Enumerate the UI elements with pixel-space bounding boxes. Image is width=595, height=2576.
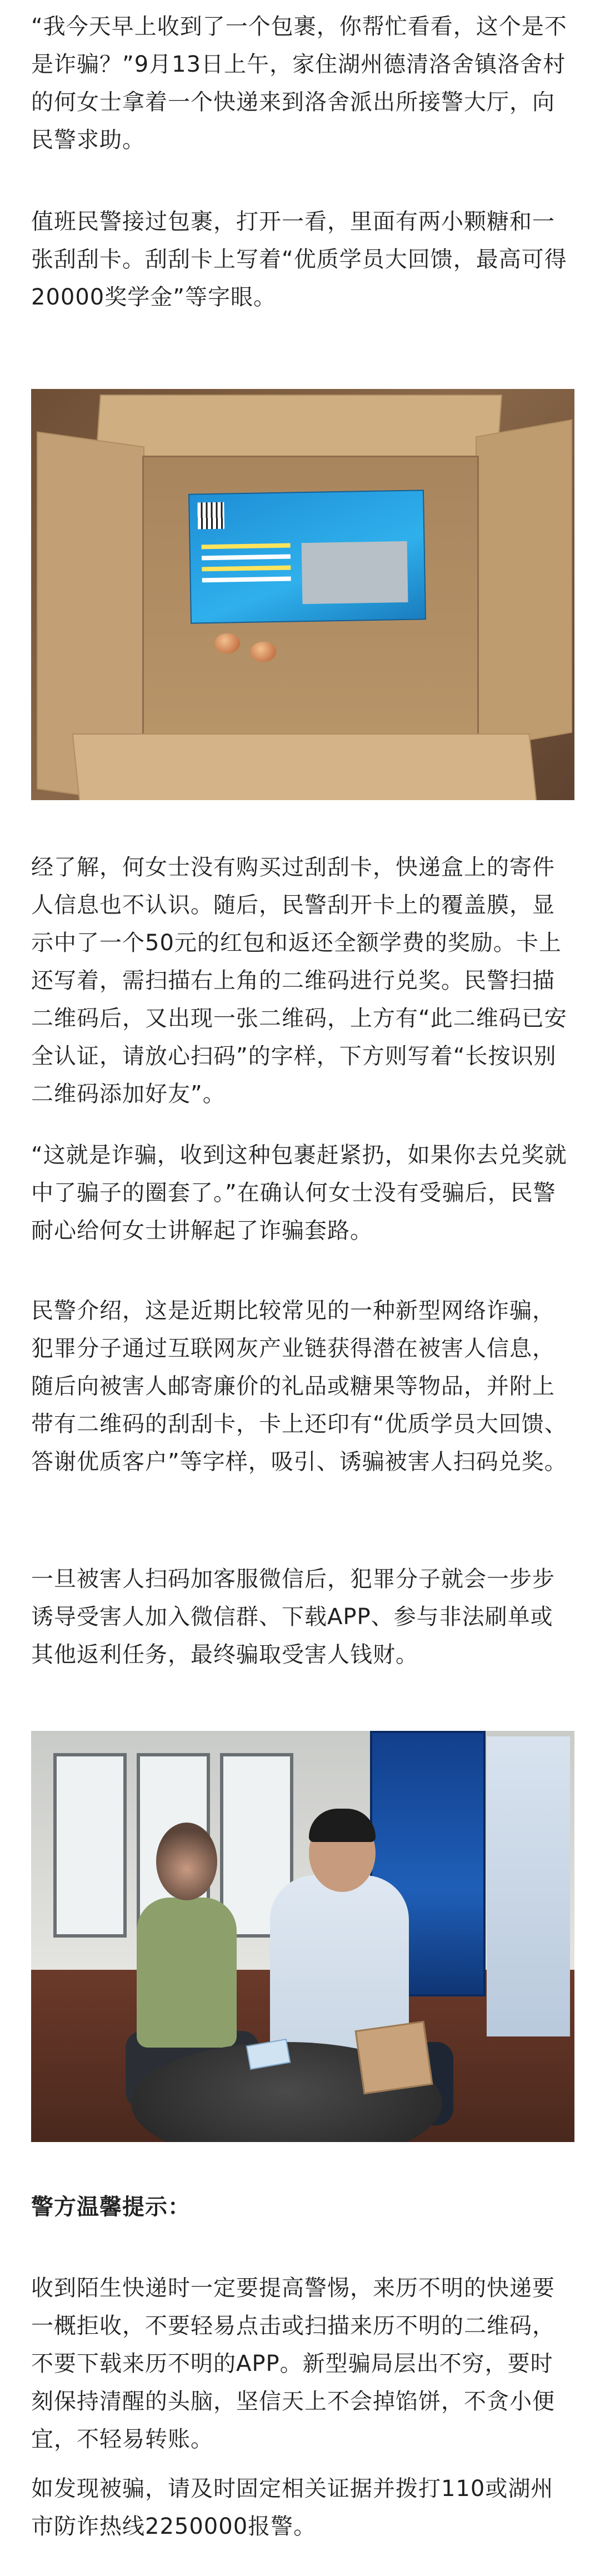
scratch-area: [302, 541, 408, 604]
paragraph-package-contents: 值班民警接过包裹，打开一看，里面有两小颗糖和一张刮刮卡。刮刮卡上写着“优质学员大回馈，最高可得20000奖学金”等字眼。: [31, 209, 567, 310]
paragraph-scam-explanation: 民警介绍，这是近期比较常见的一种新型网络诈骗，犯罪分子通过互联网灰产业链获得潜在被害人信息，随后向被害人邮寄廉价的礼品或糖果等物品，并附上带有二维码的刮刮卡，卡上还印有“优质学员大回馈、答谢优质客户”等字样，吸引、诱骗被害人扫码兑奖。: [31, 1298, 567, 1475]
police-station-photo: [31, 1731, 574, 2142]
window: [53, 1753, 127, 1938]
candy: [251, 642, 276, 662]
paragraph-intro: “我今天早上收到了一个包裹，你帮忙看看，这个是不是诈骗？”9月13日上午，家住湖州德清洛舍镇洛舍村的何女士拿着一个快递来到洛舍派出所接警大厅，向民警求助。: [31, 14, 567, 153]
card-text-lines: [202, 543, 291, 550]
woman-figure: [137, 1898, 237, 2048]
paragraph-scam-steps: 一旦被害人扫码加客服微信后，犯罪分子就会一步步诱导受害人加入微信群、下载APP、参与非法刷单或其他返利任务，最终骗取受害人钱财。: [31, 1566, 555, 1668]
scratch-card: [188, 490, 426, 623]
paragraph-police-quote: “这就是诈骗，收到这种包裹赶紧扔，如果你去兑奖就中了骗子的圈套了。”在确认何女士没有受骗后，民警耐心给何女士讲解起了诈骗套路。: [31, 1142, 567, 1244]
woman-head-blurred: [156, 1823, 217, 1900]
candy: [214, 633, 240, 653]
paragraph-report-hotline: 如发现被骗，请及时固定相关证据并拨打110或湖州市防诈热线2250000报警。: [31, 2476, 554, 2539]
box-flap-right: [476, 420, 572, 750]
side-banner: [487, 1736, 570, 2036]
paragraph-safety-tips: 收到陌生快递时一定要提高警惕，来历不明的快递要一概拒收，不要轻易点击或扫描来历不明的二维码，不要下载来历不明的APP。新型骗局层出不穷，要时刻保持清醒的头脑，坚信天上不会掉馅饼，不贪小便宜，不轻易转账。: [31, 2275, 555, 2452]
box-flap-top: [96, 395, 502, 458]
parcel-box-photo: [31, 389, 574, 800]
police-tips-heading: 警方温馨提示：: [31, 2194, 191, 2220]
parcel-on-table: [355, 2021, 433, 2094]
qr-code-icon: [197, 502, 224, 530]
paragraph-investigation: 经了解，何女士没有购买过刮刮卡，快递盒上的寄件人信息也不认识。随后，民警刮开卡上的覆盖膜，显示中了一个50元的红包和返还全额学费的奖励。卡上还写着，需扫描右上角的二维码进行兑奖。民警扫描二维码后，又出现一张二维码，上方有“此二维码已安全认证，请放心扫码”的字样，下方则写着“长按识别二维码添加好友”。: [31, 855, 567, 1107]
box-flap-bottom: [72, 733, 537, 800]
